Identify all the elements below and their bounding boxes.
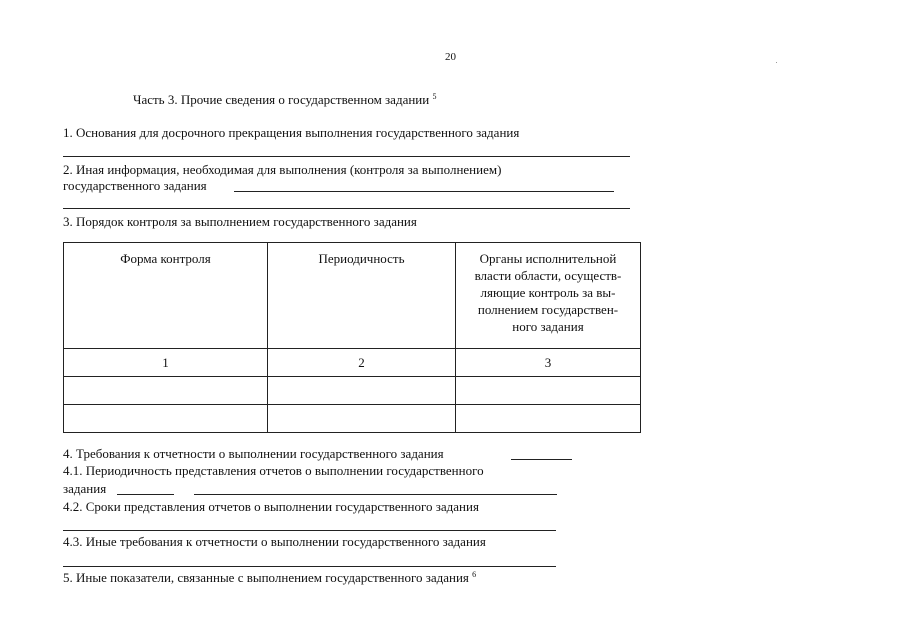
header-periodicity: Периодичность	[268, 243, 456, 349]
header-control-authorities-line: ного задания	[512, 319, 584, 334]
item-4-fill-line	[511, 459, 572, 460]
table-row	[64, 377, 641, 405]
table-number-row	[64, 349, 641, 377]
item-5-text: 5. Иные показатели, связанные с выполнением государственного задания	[63, 570, 469, 585]
item-1-text: 1. Основания для досрочного прекращения выполнения государственного задания	[63, 125, 520, 140]
page-number: 20	[445, 51, 456, 63]
header-control-authorities	[456, 243, 641, 349]
header-form-of-control: Форма контроля	[64, 243, 268, 349]
item-5	[63, 570, 476, 585]
item-2-inline-fill-line	[234, 191, 614, 192]
item-4-1-text-line2: задания	[63, 481, 107, 496]
header-control-authorities-line: ляющие контроль за вы-	[480, 285, 616, 300]
table-row	[64, 405, 641, 433]
item-4-1-fill-line-b	[194, 494, 557, 495]
header-control-authorities-line: Органы исполнительной	[479, 251, 617, 266]
table-cell	[64, 377, 268, 405]
control-table	[63, 242, 641, 433]
item-2-text-line1: 2. Иная информация, необходимая для выполнения (контроля за выполнением)	[63, 162, 502, 177]
item-4-text: 4. Требования к отчетности о выполнении государственного задания	[63, 446, 444, 461]
item-2-text-line2: государственного задания	[63, 178, 207, 193]
table-cell	[456, 377, 641, 405]
header-control-authorities-line: власти области, осуществ-	[474, 268, 622, 283]
item-4-2-fill-line	[63, 530, 556, 531]
item-4-3-fill-line	[63, 566, 556, 567]
item-1-fill-line	[63, 156, 630, 157]
table-cell	[268, 377, 456, 405]
table-cell	[268, 405, 456, 433]
column-number-1: 1	[64, 349, 268, 377]
item-4-3-text: 4.3. Иные требования к отчетности о выполнении государственного задания	[63, 534, 486, 549]
header-control-authorities-line: полнением государствен-	[477, 302, 619, 317]
item-4-1-fill-line-a	[117, 494, 174, 495]
item-4-2-text: 4.2. Сроки представления отчетов о выполнении государственного задания	[63, 499, 479, 514]
part-heading-text: Часть 3. Прочие сведения о государственном задании	[133, 92, 430, 107]
item-4-1-text-line1: 4.1. Периодичность представления отчетов о выполнении государственного	[63, 463, 484, 478]
item-5-footnote-marker: 6	[472, 570, 477, 579]
item-2-fill-line	[63, 208, 630, 209]
table-cell	[64, 405, 268, 433]
scan-speck	[776, 62, 777, 63]
part-heading	[133, 92, 436, 107]
table-header-row	[64, 243, 641, 349]
column-number-2: 2	[268, 349, 456, 377]
column-number-3: 3	[456, 349, 641, 377]
item-3-text: 3. Порядок контроля за выполнением государственного задания	[63, 214, 417, 229]
table-cell	[456, 405, 641, 433]
part-footnote-marker: 5	[432, 92, 437, 101]
